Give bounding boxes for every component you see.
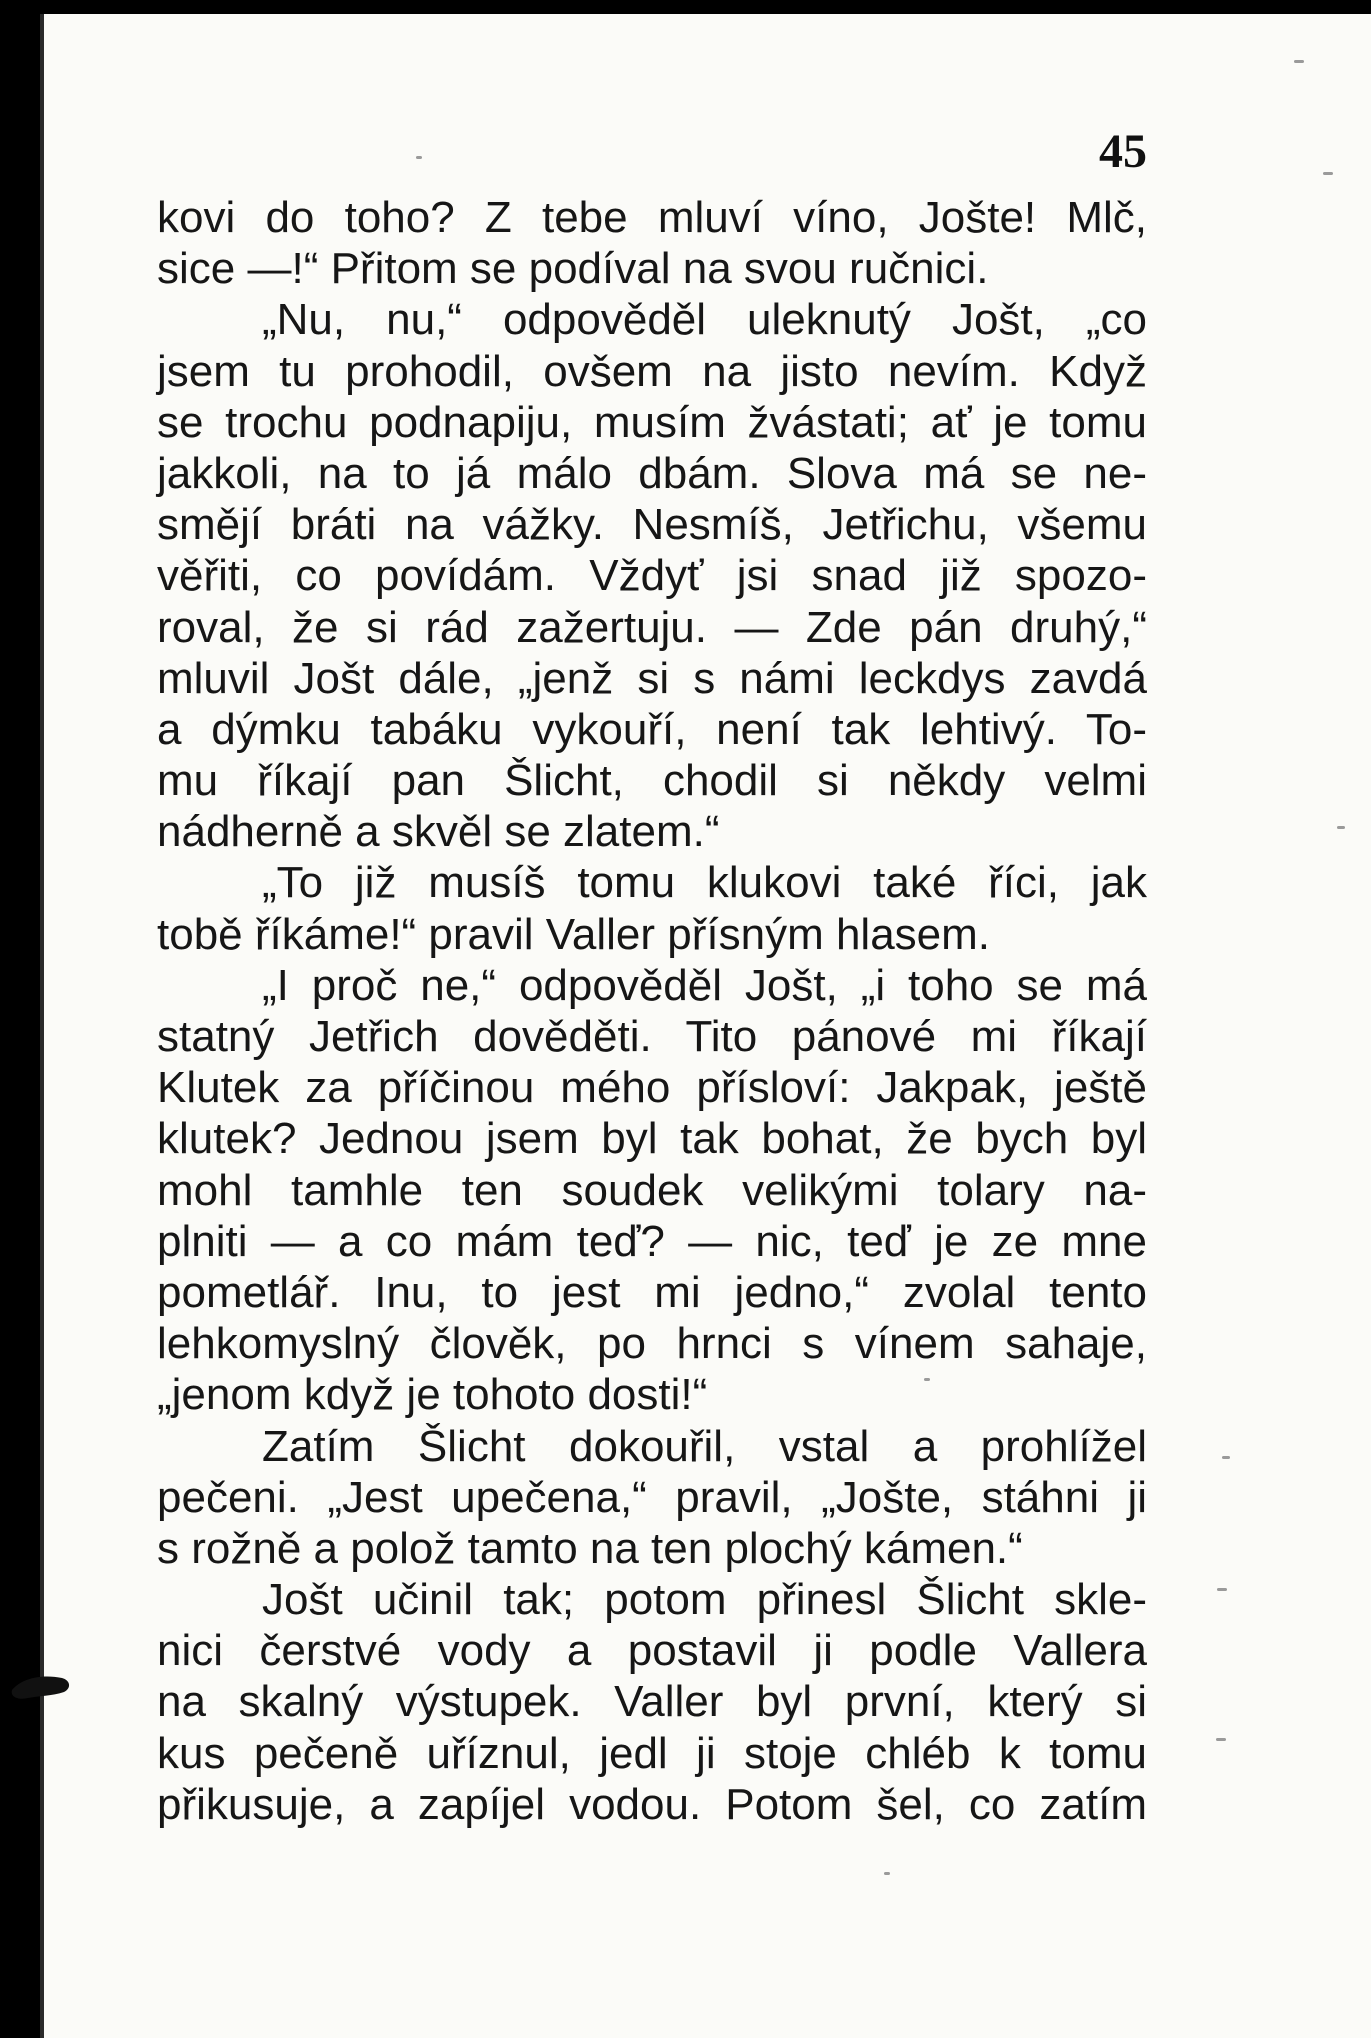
text-line: statný Jetřich dověděti. Tito pánové mi říkají xyxy=(157,1012,1147,1061)
text-line: lehkomyslný člověk, po hrnci s vínem sahaje, xyxy=(157,1319,1147,1369)
scan-speck xyxy=(1216,1738,1226,1741)
scan-speck xyxy=(884,1872,890,1875)
scan-speck xyxy=(1323,172,1333,175)
scan-speck xyxy=(1222,1456,1230,1459)
scan-speck xyxy=(1294,60,1304,63)
text-line: mohl tamhle ten soudek velikými tolary na- xyxy=(157,1165,1147,1215)
text-line: mluvil Jošt dále, „jenž si s námi leckdys zavdá xyxy=(157,653,1147,703)
text-line: plniti — a co mám teď? — nic, teď je ze mne xyxy=(157,1216,1147,1266)
text-line: „To již musíš tomu klukovi také říci, jak xyxy=(262,858,1147,908)
text-line: jakkoli, na to já málo dbám. Slova má se ne- xyxy=(157,448,1147,498)
text-line: s rožně a polož tamto na ten plochý kámen.“ xyxy=(157,1523,1023,1573)
text-line: nádherně a skvěl se zlatem.“ xyxy=(157,807,720,857)
book-page xyxy=(40,14,1371,2038)
text-line: „Nu, nu,“ odpověděl uleknutý Jošt, „co xyxy=(262,295,1147,345)
text-line: přikusuje, a zapíjel vodou. Potom šel, co zatím xyxy=(157,1779,1147,1829)
scan-speck xyxy=(1337,826,1345,829)
text-line: pečeni. „Jest upečena,“ pravil, „Jošte, stáhni ji xyxy=(157,1472,1147,1522)
text-line: klutek? Jednou jsem byl tak bohat, že bych byl xyxy=(157,1114,1147,1164)
text-line: nici čerstvé vody a postavil ji podle Vallera xyxy=(157,1626,1147,1676)
text-line: na skalný výstupek. Valler byl první, který si xyxy=(157,1677,1147,1727)
text-line: „I proč ne,“ odpověděl Jošt, „i toho se má xyxy=(262,960,1147,1010)
text-line: tobě říkáme!“ pravil Valler přísným hlasem. xyxy=(157,909,991,959)
scan-speck xyxy=(416,156,422,159)
scan-speck xyxy=(924,1378,930,1381)
text-line: věřiti, co povídám. Vždyť jsi snad již spozo- xyxy=(157,551,1147,601)
text-line: smějí bráti na vážky. Nesmíš, Jetřichu, všemu xyxy=(157,500,1147,550)
text-line: kovi do toho? Z tebe mluví víno, Jošte! Mlč, xyxy=(157,193,1147,242)
page-body-text xyxy=(157,192,1147,1830)
scan-speck xyxy=(1217,1588,1227,1591)
text-line: pometlář. Inu, to jest mi jedno,“ zvolal tento xyxy=(157,1267,1147,1317)
text-line: kus pečeně uříznul, jedl ji stoje chléb k tomu xyxy=(157,1728,1147,1778)
text-line: Jošt učinil tak; potom přinesl Šlicht skle- xyxy=(262,1575,1147,1625)
text-line: „jenom když je tohoto dosti!“ xyxy=(157,1370,708,1420)
text-line: mu říkají pan Šlicht, chodil si někdy velmi xyxy=(157,756,1147,806)
text-line: se trochu podnapiju, musím žvástati; ať je tomu xyxy=(157,397,1147,447)
text-line: Zatím Šlicht dokouřil, vstal a prohlížel xyxy=(262,1421,1147,1471)
text-line: roval, že si rád zažertuju. — Zde pán druhý,“ xyxy=(157,602,1147,652)
text-line: Klutek za příčinou mého přísloví: Jakpak, ještě xyxy=(157,1063,1147,1113)
text-line: sice —!“ Přitom se podíval na svou ručnici. xyxy=(157,244,989,294)
text-line: a dýmku tabáku vykouří, není tak lehtivý. To- xyxy=(157,704,1147,754)
text-line: jsem tu prohodil, ovšem na jisto nevím. Když xyxy=(157,346,1147,396)
ink-blot-mark xyxy=(8,1668,74,1704)
page-number: 45 xyxy=(1099,125,1147,178)
